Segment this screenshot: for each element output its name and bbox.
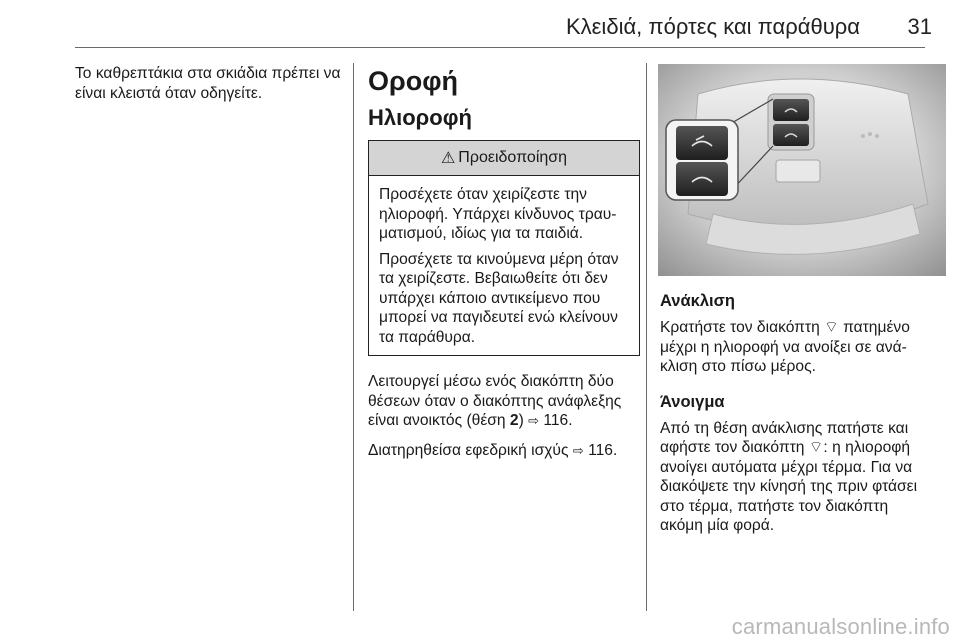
page-reference-link[interactable]: 116. xyxy=(588,441,618,459)
ignition-position: 2 xyxy=(509,412,519,429)
warning-paragraph-2: Προσέχετε τα κινούμενα μέρη όταν τα χειρίζεστε. Βεβαιωθείτε ότι δεν υπάρχει κάποιο αντικείμενο που μπορεί να παγιδευτεί ενώ κλείνουν τα παράθυρα. xyxy=(379,250,619,346)
tilt-text: Κρατήστε τον διακόπτη xyxy=(660,319,825,336)
operation-paragraph xyxy=(368,372,640,431)
visor-mirror-note: Το καθρεπτάκια στα σκιάδια πρέπει να είναι κλειστά όταν οδηγείτε. xyxy=(75,65,341,102)
retained-power-text: Διατηρηθείσα εφεδρική ισχύς xyxy=(368,441,573,459)
opening-paragraph xyxy=(660,419,928,536)
column-2 xyxy=(368,64,640,460)
subsection-title: Ηλιοροφή xyxy=(368,105,472,130)
operation-text-close: ) xyxy=(518,412,529,429)
page-number: 31 xyxy=(907,14,932,39)
page-reference-icon: ⇨ xyxy=(528,413,540,428)
opening-text: Από τη θέση ανάκλισης πατήστε και αφήστε τον διακόπτη xyxy=(660,419,909,456)
section-title: Οροφή xyxy=(368,66,459,96)
sunroof-tilt-switch-icon: ⌔ xyxy=(824,319,839,336)
warning-title: Προειδοποίηση xyxy=(458,149,568,166)
warning-body xyxy=(369,176,639,355)
page-reference-icon: ⇨ xyxy=(572,442,584,458)
warning-box xyxy=(368,140,640,356)
column-divider-2 xyxy=(646,63,647,611)
column-divider-1 xyxy=(353,63,354,611)
sunroof-switch-icon: ⌔ xyxy=(808,439,824,456)
column-3 xyxy=(660,64,928,536)
tilt-text-end: πατημένο μέχρι η ηλιοροφή να ανοίξει σε ανά-κλιση στο πίσω μέρος. xyxy=(660,319,910,375)
page-reference-link[interactable]: 116. xyxy=(543,412,573,429)
warning-header xyxy=(369,141,639,176)
tilt-paragraph xyxy=(660,318,928,377)
operation-text: Λειτουργεί μέσω ενός διακόπτη δύο θέσεων όταν ο διακόπτης ανάφλεξης είναι ανοικτός (θέση xyxy=(368,373,622,429)
opening-text-end: : η ηλιοροφή ανοίγει αυτόματα μέχρι τέρμα. Για να διακόψετε την κίνησή της πριν φτάσει στο τέρμα, πατήστε τον διακόπτη ακόμη μία φορά. xyxy=(660,439,918,534)
tilt-heading: Ανάκλιση xyxy=(660,292,735,310)
page-header-title: Κλειδιά, πόρτες και παράθυρα xyxy=(565,14,860,39)
watermark: carmanualsonline.info xyxy=(731,614,950,639)
header-divider xyxy=(75,47,925,48)
sunroof-switch-photo xyxy=(658,64,946,276)
retained-power-paragraph xyxy=(368,441,640,461)
column-1 xyxy=(75,64,345,103)
opening-heading: Άνοιγμα xyxy=(660,392,725,411)
warning-triangle-icon: ⚠ xyxy=(440,150,456,167)
warning-paragraph-1: Προσέχετε όταν χειρίζεστε την ηλιοροφή. Υπάρχει κίνδυνος τραυ-ματισμού, ιδίως για τα παιδιά. xyxy=(379,186,617,242)
